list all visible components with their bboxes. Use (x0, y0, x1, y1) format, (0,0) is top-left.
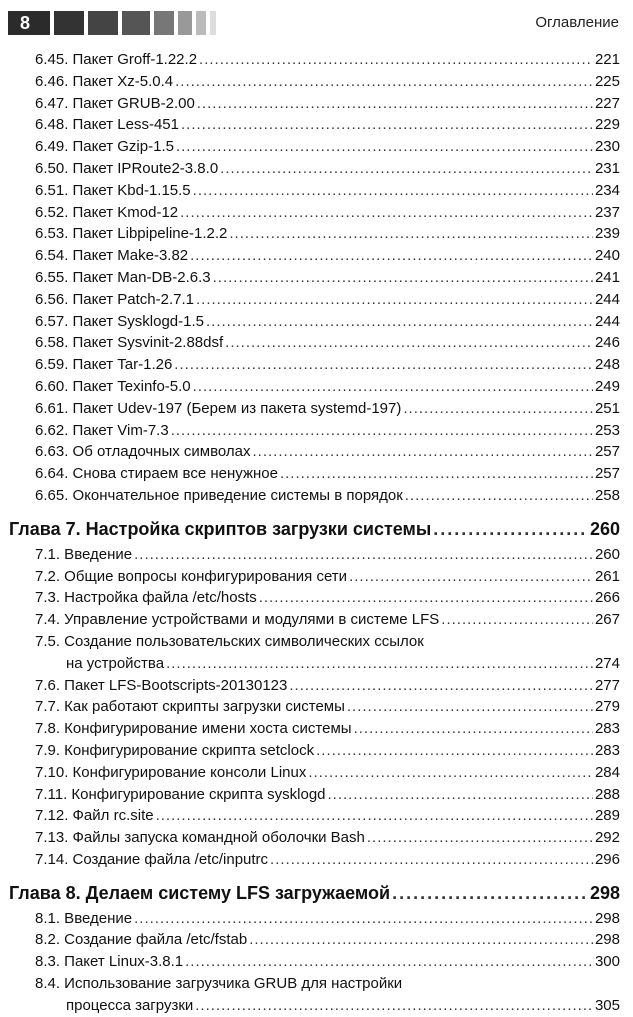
toc-page-number: 225 (594, 72, 620, 90)
toc-leader-dots (280, 463, 593, 485)
toc-entry (0, 223, 633, 245)
toc-leader-dots (199, 49, 593, 71)
toc-entry-title: 6.54. Пакет Make-3.82 (35, 247, 189, 265)
toc-entry (0, 114, 633, 136)
toc-entry-title: Глава 8. Делаем систему LFS загружаемой (9, 882, 391, 903)
toc-leader-dots (220, 158, 593, 180)
toc-page-number: 296 (594, 850, 620, 868)
toc-page-number: 257 (594, 465, 620, 483)
toc-leader-dots (253, 441, 593, 463)
toc-leader-dots (193, 180, 593, 202)
toc-page-number: 260 (589, 518, 620, 539)
toc-entry (0, 267, 633, 289)
toc-page-number: 298 (594, 931, 620, 949)
toc-page-number: 244 (594, 312, 620, 330)
toc-leader-dots (196, 289, 593, 311)
toc-entry (0, 566, 633, 588)
toc-page-number: 239 (594, 225, 620, 243)
toc-entry-title: 6.49. Пакет Gzip-1.5 (35, 138, 174, 156)
toc-page-number: 298 (589, 882, 620, 903)
page-header (0, 0, 633, 44)
toc-leader-dots (433, 514, 588, 544)
toc-entry (0, 289, 633, 311)
toc-leader-dots (441, 609, 593, 631)
toc-page-number: 258 (594, 486, 620, 504)
toc-entry (0, 696, 633, 718)
toc-page-number: 284 (594, 763, 620, 781)
toc-leader-dots (213, 267, 593, 289)
toc-page-number: 305 (594, 996, 620, 1014)
toc-entry (0, 136, 633, 158)
toc-entry-title: 6.50. Пакет IPRoute2-3.8.0 (35, 159, 219, 177)
toc-entry (0, 631, 633, 653)
toc-leader-dots (259, 587, 593, 609)
toc-entry-title: 7.1. Введение (35, 545, 133, 563)
toc-entry-title: 6.57. Пакет Sysklogd-1.5 (35, 312, 204, 330)
toc-entry-title: 7.8. Конфигурирование имени хоста системы (35, 720, 352, 738)
toc-page-number: 274 (594, 654, 620, 672)
toc-leader-dots (197, 93, 593, 115)
toc-page-number: 240 (594, 247, 620, 265)
table-of-contents (0, 49, 633, 1017)
toc-entry-title: 8.4. Использование загрузчика GRUB для настройки (35, 975, 403, 993)
toc-leader-dots (181, 114, 593, 136)
toc-entry (0, 332, 633, 354)
toc-entry-title: 8.2. Создание файла /etc/fstab (35, 931, 248, 949)
toc-leader-dots (347, 696, 593, 718)
toc-leader-dots (193, 376, 593, 398)
toc-leader-dots (367, 827, 593, 849)
toc-entry (0, 609, 633, 631)
toc-entry-title: 6.60. Пакет Texinfo-5.0 (35, 377, 191, 395)
toc-page-number: 257 (594, 443, 620, 461)
toc-page-number: 241 (594, 268, 620, 286)
toc-page-number: 266 (594, 589, 620, 607)
toc-page-number: 300 (594, 953, 620, 971)
toc-leader-dots (405, 485, 593, 507)
toc-page-number: 283 (594, 741, 620, 759)
toc-page-number: 237 (594, 203, 620, 221)
toc-entry-title: 6.62. Пакет Vim-7.3 (35, 421, 169, 439)
toc-entry (0, 740, 633, 762)
toc-entry (0, 995, 633, 1017)
toc-leader-dots (289, 675, 593, 697)
toc-entry-title: 8.1. Введение (35, 909, 133, 927)
toc-entry-title: 6.48. Пакет Less-451 (35, 116, 179, 134)
toc-entry (0, 951, 633, 973)
header-title: Оглавление (535, 14, 619, 31)
toc-chapter (0, 514, 633, 544)
toc-chapter (0, 878, 633, 908)
toc-leader-dots (249, 929, 593, 951)
toc-page-number: 298 (594, 909, 620, 927)
toc-entry-title: 6.65. Окончательное приведение системы в порядок (35, 486, 403, 504)
toc-entry-title: 7.4. Управление устройствами и модулями в системе LFS (35, 611, 440, 629)
toc-leader-dots (229, 223, 593, 245)
toc-entry-title: 7.11. Конфигурирование скрипта sysklogd (35, 785, 326, 803)
page-number: 8 (8, 11, 50, 35)
toc-entry-title: 7.3. Настройка файла /etc/hosts (35, 589, 257, 607)
toc-leader-dots (403, 398, 593, 420)
toc-entry-title: 7.13. Файлы запуска командной оболочки Bash (35, 829, 365, 847)
toc-entry (0, 762, 633, 784)
toc-entry (0, 180, 633, 202)
toc-entry-title: 7.14. Создание файла /etc/inputrc (35, 850, 269, 868)
toc-entry-title: 6.52. Пакет Kmod-12 (35, 203, 179, 221)
toc-entry-title: 6.55. Пакет Man-DB-2.6.3 (35, 268, 211, 286)
toc-entry-title: 6.63. Об отладочных символах (35, 443, 251, 461)
toc-leader-dots (174, 354, 593, 376)
toc-entry-title: 7.12. Файл rc.site (35, 807, 154, 825)
toc-page-number: 292 (594, 829, 620, 847)
toc-entry-title: 7.2. Общие вопросы конфигурирования сети (35, 567, 348, 585)
toc-entry (0, 587, 633, 609)
toc-leader-dots (175, 71, 593, 93)
toc-page-number: 289 (594, 807, 620, 825)
toc-entry-title: 6.58. Пакет Sysvinit-2.88dsf (35, 334, 224, 352)
toc-entry (0, 49, 633, 71)
toc-entry-title: 7.9. Конфигурирование скрипта setclock (35, 741, 315, 759)
toc-entry (0, 827, 633, 849)
toc-entry (0, 675, 633, 697)
toc-page-number: 249 (594, 377, 620, 395)
toc-page-number: 277 (594, 676, 620, 694)
toc-leader-dots (171, 420, 593, 442)
toc-leader-dots (156, 805, 593, 827)
toc-entry (0, 929, 633, 951)
toc-entry (0, 805, 633, 827)
toc-entry (0, 398, 633, 420)
toc-page-number: 231 (594, 159, 620, 177)
toc-entry-title: 6.61. Пакет Udev-197 (Берем из пакета systemd-197) (35, 399, 402, 417)
toc-entry-title: 7.6. Пакет LFS-Bootscripts-20130123 (35, 676, 288, 694)
toc-page-number: 260 (594, 545, 620, 563)
toc-page-number: 261 (594, 567, 620, 585)
toc-leader-dots (392, 878, 588, 908)
toc-entry (0, 354, 633, 376)
toc-page-number: 248 (594, 356, 620, 374)
toc-leader-dots (166, 653, 593, 675)
toc-leader-dots (354, 718, 593, 740)
toc-entry-title: на устройства (66, 654, 165, 672)
toc-leader-dots (176, 136, 593, 158)
toc-entry-title: 6.45. Пакет Groff-1.22.2 (35, 51, 198, 68)
toc-page-number: 246 (594, 334, 620, 352)
toc-leader-dots (349, 566, 593, 588)
toc-page-number: 227 (594, 94, 620, 112)
toc-entry (0, 245, 633, 267)
toc-page-number: 234 (594, 181, 620, 199)
toc-entry (0, 441, 633, 463)
toc-entry-title: 8.3. Пакет Linux-3.8.1 (35, 953, 184, 971)
toc-entry-title: процесса загрузки (66, 996, 194, 1014)
toc-entry (0, 544, 633, 566)
toc-page-number: 288 (594, 785, 620, 803)
header-decor-bars (54, 11, 216, 35)
toc-entry (0, 311, 633, 333)
toc-leader-dots (134, 908, 593, 930)
toc-entry-title: 6.53. Пакет Libpipeline-1.2.2 (35, 225, 228, 243)
toc-page-number: 253 (594, 421, 620, 439)
toc-entry (0, 653, 633, 675)
toc-entry (0, 973, 633, 995)
toc-entry (0, 158, 633, 180)
toc-page-number: 221 (594, 51, 620, 68)
toc-leader-dots (316, 740, 593, 762)
toc-page-number: 283 (594, 720, 620, 738)
toc-entry (0, 718, 633, 740)
toc-page-number: 279 (594, 698, 620, 716)
toc-leader-dots (225, 332, 593, 354)
toc-leader-dots (134, 544, 593, 566)
toc-entry-title: 6.46. Пакет Xz-5.0.4 (35, 72, 174, 90)
toc-entry (0, 420, 633, 442)
toc-leader-dots (180, 202, 593, 224)
toc-page-number: 230 (594, 138, 620, 156)
toc-leader-dots (270, 849, 593, 871)
toc-entry (0, 908, 633, 930)
toc-entry (0, 71, 633, 93)
toc-leader-dots (190, 245, 593, 267)
toc-leader-dots (328, 784, 593, 806)
toc-entry (0, 93, 633, 115)
toc-page-number: 267 (594, 611, 620, 629)
toc-page-number: 244 (594, 290, 620, 308)
toc-entry (0, 202, 633, 224)
toc-leader-dots (185, 951, 593, 973)
toc-leader-dots (308, 762, 593, 784)
toc-page-number: 251 (594, 399, 620, 417)
toc-entry (0, 485, 633, 507)
toc-entry (0, 849, 633, 871)
toc-entry-title: 7.5. Создание пользовательских символических ссылок (35, 632, 424, 650)
toc-entry-title: 7.7. Как работают скрипты загрузки системы (35, 698, 345, 716)
toc-entry-title: 6.59. Пакет Tar-1.26 (35, 356, 173, 374)
toc-entry (0, 784, 633, 806)
toc-entry-title: 6.51. Пакет Kbd-1.15.5 (35, 181, 191, 199)
toc-entry-title: 7.10. Конфигурирование консоли Linux (35, 763, 307, 781)
toc-entry-title: 6.64. Снова стираем все ненужное (35, 465, 278, 483)
toc-entry-title: Глава 7. Настройка скриптов загрузки системы (9, 518, 432, 539)
toc-entry-title: 6.47. Пакет GRUB-2.00 (35, 94, 195, 112)
toc-leader-dots (206, 311, 593, 333)
toc-page-number: 229 (594, 116, 620, 134)
toc-entry-title: 6.56. Пакет Patch-2.7.1 (35, 290, 194, 308)
toc-leader-dots (195, 995, 593, 1017)
toc-entry (0, 376, 633, 398)
toc-entry (0, 463, 633, 485)
